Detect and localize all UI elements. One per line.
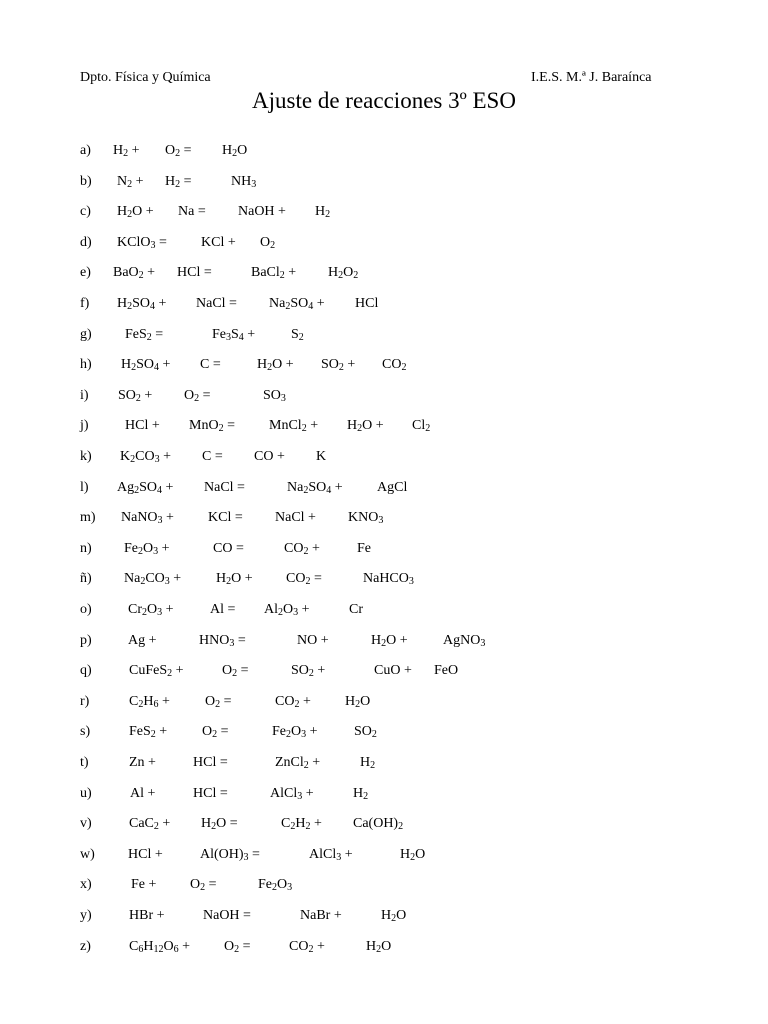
reaction-label: f) (80, 296, 90, 311)
reaction-term: Cr (349, 602, 363, 617)
reaction-term: K (316, 449, 327, 464)
reaction-row (0, 386, 768, 406)
reaction-label: p) (80, 632, 92, 648)
reaction-term: CuO + (374, 663, 412, 679)
reaction-term: $H_2O$ = (201, 816, 238, 833)
reaction-term: CaC$_2$ + (129, 816, 171, 833)
reaction-row (0, 722, 768, 742)
reaction-term: $C_2H_2$ + (281, 816, 322, 833)
reaction-label: h) (80, 357, 92, 373)
reaction-label: l) (80, 479, 89, 495)
reaction-term: $Fe_3S_4$ + (212, 326, 256, 343)
reaction-term: Na = (178, 204, 206, 220)
reaction-term: NaCl + (275, 510, 316, 526)
reaction-term: $O_2$ = (205, 693, 232, 710)
reaction-label: d) (80, 234, 92, 250)
reaction-label: s) (80, 724, 91, 740)
reaction-term: $O_2$ = (165, 143, 192, 159)
reaction-term: $H_2SO_4$ + (117, 296, 167, 312)
reaction-term: $O_2$ = (202, 724, 229, 741)
reaction-term: $Fe_2O_3$ + (272, 724, 318, 741)
reaction-term: NaHCO$_3$ (363, 571, 414, 588)
reaction-row (0, 875, 768, 895)
reaction-term: KClO$_3$ = (117, 234, 167, 251)
reaction-term: $Na_2SO_4$ + (287, 479, 343, 496)
reaction-term: $H_2SO_4$ + (121, 357, 171, 374)
reaction-term: $O_2$ = (224, 938, 251, 955)
reaction-term: $K_2CO_3$ + (120, 449, 171, 465)
reaction-term: CuFeS$_2$ + (129, 663, 184, 680)
reaction-row (0, 845, 768, 865)
reaction-term: Al = (210, 602, 236, 617)
reaction-label: r) (80, 693, 90, 709)
reaction-label: j) (80, 418, 89, 434)
reaction-row (0, 692, 768, 712)
department-header: Dpto. Física y Química (80, 70, 211, 85)
reaction-term: $NH_3$ (231, 173, 257, 190)
reaction-term: $H_2O$ + (347, 418, 384, 435)
reaction-term: $H_2$ + (113, 143, 140, 159)
reaction-term: ZnCl$_2$ + (275, 755, 321, 771)
reaction-term: $SO_3$ (263, 387, 286, 404)
reaction-term: $SO_2$ (354, 724, 377, 741)
reaction-term: BaCl$_2$ + (251, 265, 297, 282)
reaction-term: NaNO$_3$ + (121, 510, 174, 527)
reaction-term: $S_2$ (291, 326, 304, 343)
reaction-term: $H_2O$ + (371, 632, 408, 649)
reaction-term: $H_2O$ + (257, 357, 294, 374)
reaction-label: o) (80, 602, 92, 617)
reaction-label: t) (80, 755, 89, 770)
reaction-term: HCl + (128, 846, 163, 862)
reaction-term: KCl = (208, 510, 243, 526)
reaction-label: w) (80, 846, 95, 862)
reaction-label: ñ) (80, 571, 92, 587)
reaction-row (0, 263, 768, 283)
reaction-row (0, 937, 768, 957)
reaction-term: HBr + (129, 908, 165, 923)
reaction-term: FeS$_2$ = (125, 326, 164, 343)
reaction-row (0, 141, 768, 161)
reaction-term: $CO_2$ + (289, 938, 325, 955)
reaction-term: FeS$_2$ + (129, 724, 168, 741)
reaction-term: $H_2$ (360, 755, 376, 771)
reaction-label: v) (80, 816, 92, 832)
reaction-row (0, 294, 768, 314)
reaction-term: Al + (130, 785, 156, 801)
reaction-term: AgNO$_3$ (443, 632, 486, 649)
reaction-term: C = (200, 357, 221, 373)
reaction-term: $Al(OH)_3$ = (200, 846, 260, 863)
reaction-term: HCl = (193, 755, 228, 770)
reaction-row (0, 416, 768, 436)
reaction-term: MnO$_2$ = (189, 418, 235, 435)
reaction-term: NaCl = (196, 296, 237, 311)
reaction-row (0, 661, 768, 681)
page-title: Ajuste de reacciones 3º ESO (252, 88, 516, 113)
reaction-term: $Cr_2O_3$ + (128, 602, 174, 618)
reaction-row (0, 355, 768, 375)
reaction-label: z) (80, 938, 91, 954)
reaction-term: $H_2$ (315, 204, 331, 221)
reaction-term: BaO$_2$ + (113, 265, 156, 282)
reaction-term: Fe (357, 540, 371, 556)
reaction-term: HCl (355, 296, 379, 311)
reaction-term: HCl + (125, 418, 160, 434)
reaction-term: $Fe_2O_3$ + (124, 540, 170, 557)
reaction-term: $H_2O$ (400, 846, 426, 863)
reaction-term: $Fe_2O_3$ (258, 877, 293, 894)
reaction-term: $H_2$ (353, 785, 369, 802)
reaction-term: Zn + (129, 755, 156, 770)
reaction-label: i) (80, 387, 89, 403)
reaction-row (0, 539, 768, 559)
reaction-label: n) (80, 540, 92, 556)
reaction-term: $Al_2O_3$ + (264, 602, 310, 618)
reaction-label: y) (80, 908, 92, 923)
reaction-term: Ag + (128, 632, 157, 648)
reaction-term: $H_2$ = (165, 173, 192, 190)
reaction-term: $Na_2CO_3$ + (124, 571, 182, 588)
reaction-term: $C_2H_6$ + (129, 693, 170, 710)
reaction-term: NaCl = (204, 479, 245, 495)
reaction-term: $CO_2$ + (284, 540, 320, 557)
reaction-term: $CO_2$ = (286, 571, 322, 588)
reaction-term: NO + (297, 632, 329, 648)
reaction-term: $Na_2SO_4$ + (269, 296, 325, 312)
reaction-term: $HNO_3$ = (199, 632, 246, 649)
reaction-term: CO + (254, 449, 285, 464)
reaction-term: $H_2O$ (366, 938, 392, 955)
reaction-term: $N_2$ + (117, 173, 144, 190)
reaction-row (0, 814, 768, 834)
reaction-term: FeO (434, 663, 459, 679)
reaction-label: e) (80, 265, 91, 281)
reaction-term: AlCl$_3$ + (270, 785, 314, 802)
reaction-row (0, 906, 768, 926)
reaction-term: $H_2O$ (381, 908, 407, 924)
reaction-term: HCl = (193, 785, 228, 801)
reaction-row (0, 325, 768, 345)
reaction-label: u) (80, 785, 92, 801)
reaction-row (0, 600, 768, 620)
reaction-label: k) (80, 449, 92, 464)
reaction-term: $O_2$ (260, 234, 276, 251)
reaction-row (0, 172, 768, 192)
reaction-term: KCl + (201, 234, 236, 250)
reaction-term: $SO_2$ + (291, 663, 326, 680)
reaction-term: $KNO_3$ (348, 510, 384, 527)
reaction-term: $CO_2$ + (275, 693, 311, 710)
reaction-term: AlCl$_3$ + (309, 846, 353, 863)
reaction-term: $H_2O_2$ (328, 265, 359, 282)
reaction-row (0, 784, 768, 804)
reaction-row (0, 233, 768, 253)
reaction-row (0, 753, 768, 773)
reaction-label: q) (80, 663, 92, 679)
reaction-term: NaOH + (238, 204, 286, 220)
reaction-term: $Ca(OH)_2$ (353, 816, 404, 833)
reaction-term: $H_2O$ (222, 143, 248, 159)
reaction-term: $O_2$ = (190, 877, 217, 894)
reaction-row (0, 202, 768, 222)
reaction-label: a) (80, 143, 91, 158)
reaction-term: $SO_2$ + (321, 357, 356, 374)
reaction-row (0, 508, 768, 528)
reaction-term: NaOH = (203, 908, 251, 923)
reaction-term: C = (202, 449, 223, 464)
reaction-label: g) (80, 326, 92, 342)
reaction-label: m) (80, 510, 96, 526)
reaction-term: Fe + (131, 877, 157, 893)
reaction-term: $C_6H_{12}O_6$ + (129, 938, 190, 955)
reaction-term: $O_2$ = (184, 387, 211, 404)
reaction-term: HCl = (177, 265, 212, 281)
reaction-label: x) (80, 877, 92, 893)
school-header: I.E.S. M.ª J. Baraínca (531, 70, 652, 85)
reaction-term: $H_2O$ + (216, 571, 253, 588)
reaction-term: $SO_2$ + (118, 387, 153, 404)
reaction-label: c) (80, 204, 91, 220)
reaction-row (0, 478, 768, 498)
reaction-row (0, 569, 768, 589)
reaction-term: $H_2O$ (345, 693, 371, 710)
reaction-term: $Ag_2SO_4$ + (117, 479, 174, 496)
reaction-term: MnCl$_2$ + (269, 418, 319, 435)
reaction-term: $Cl_2$ (412, 418, 431, 435)
reaction-label: b) (80, 173, 92, 189)
reaction-term: NaBr + (300, 908, 342, 923)
reaction-term: AgCl (377, 479, 408, 495)
reaction-term: $H_2O$ + (117, 204, 154, 221)
reaction-row (0, 447, 768, 467)
reaction-term: CO = (213, 540, 244, 556)
reaction-term: $CO_2$ (382, 357, 407, 374)
reaction-term: $O_2$ = (222, 663, 249, 680)
reaction-row (0, 631, 768, 651)
